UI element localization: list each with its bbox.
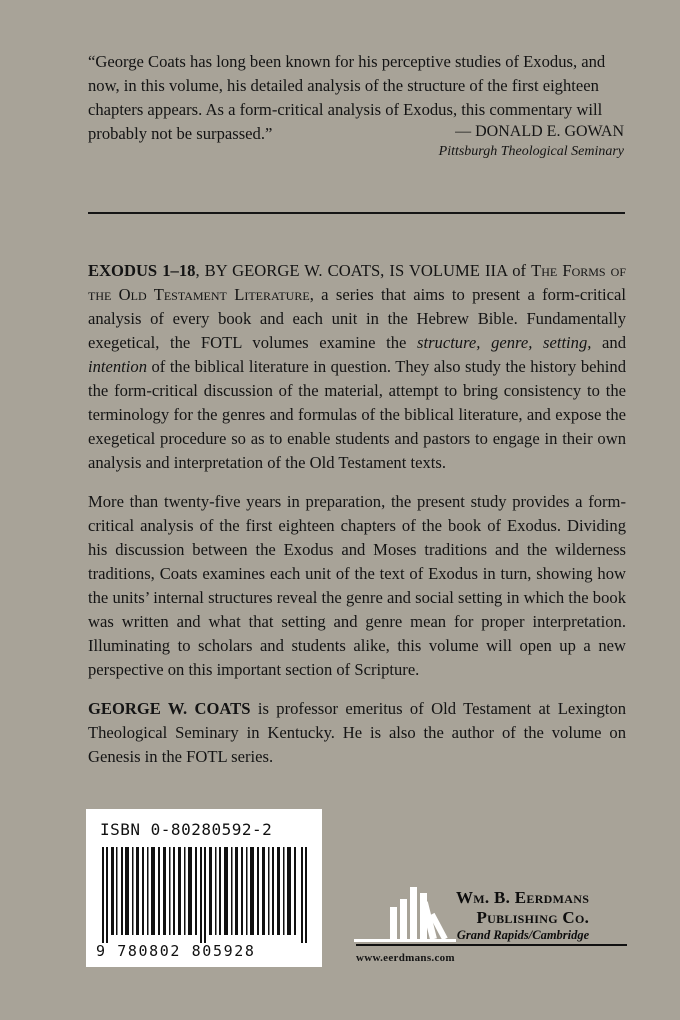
author-bio-text: is professor emeritus of Old Testament at Lexington Theological Seminary in Kentucky. He is also the author of the volume on Genesis in the FOTL series. — [88, 699, 626, 766]
barcode-digits: 9 780802 805928 — [96, 942, 256, 960]
description-intro: , BY GEORGE W. COATS, IS VOLUME IIA of — [195, 261, 532, 280]
italic-term-intention: intention — [88, 357, 147, 376]
isbn-label: ISBN 0-80280592-2 — [100, 820, 273, 839]
publisher-location: Grand Rapids/Cambridge — [456, 928, 590, 942]
description-paragraph-1 — [88, 259, 626, 475]
italic-terms: structure, genre, setting, — [417, 333, 592, 352]
series-title: The Forms of the Old Testament Literature — [88, 261, 627, 304]
endorsement-quote: “George Coats has long been known for his perceptive studies of Exodus, and now, in this volume, his detailed analysis of the structure of the first eighteen chapters appears. As a form-critical analysis of Exodus, this commentary will probably not be surpassed.” — [88, 52, 606, 143]
endorsement-author: — DONALD E. GOWAN — [455, 123, 624, 140]
description-body-3: of the biblical literature in question. They also study the history behind the form-critical discussion of the material, attempt to bring consistency to the terminology for the genres and formulas of the biblical literature, and expose the exegetical procedure so as to enable students and pastors to engage in their own analysis and interpretation of the Old Testament texts. — [88, 357, 626, 472]
description-body-1: , a series that aims to present a form-critical analysis of every book and each unit in the Hebrew Bible. Fundamentally exegetical, the FOTL volumes examine the — [88, 285, 626, 352]
divider-rule — [88, 212, 625, 214]
author-bio — [88, 697, 626, 769]
endorsement-attribution — [439, 120, 624, 160]
publisher-rule — [356, 944, 627, 946]
publisher-name — [456, 888, 589, 942]
publisher-name-line2: Publishing Co. — [476, 908, 590, 927]
description-paragraph-2: More than twenty-five years in preparation, the present study provides a form-critical analysis of the first eighteen chapters of the book of Exodus. Dividing his discussion between the Exodus and Moses traditions and the wilderness traditions, Coats examines each unit of the text of Exodus in turn, showing how the units’ internal structures reveal the genre and social setting in which the book was written and what that setting and genre mean for proper interpretation. Illuminating to scholars and students alike, this volume will open up a new perspective on this important section of Scripture. — [88, 492, 626, 679]
publisher-name-line1: Wm. B. Eerdmans — [456, 888, 590, 907]
book-title: EXODUS 1–18 — [88, 261, 196, 280]
barcode-icon — [102, 847, 307, 943]
publisher-url: www.eerdmans.com — [356, 952, 455, 964]
endorsement-affiliation: Pittsburgh Theological Seminary — [438, 144, 624, 159]
eerdmans-books-logo-icon — [354, 883, 464, 943]
description-body-2: and — [591, 333, 627, 352]
author-name: GEORGE W. COATS — [88, 699, 251, 718]
barcode-box — [86, 809, 322, 967]
